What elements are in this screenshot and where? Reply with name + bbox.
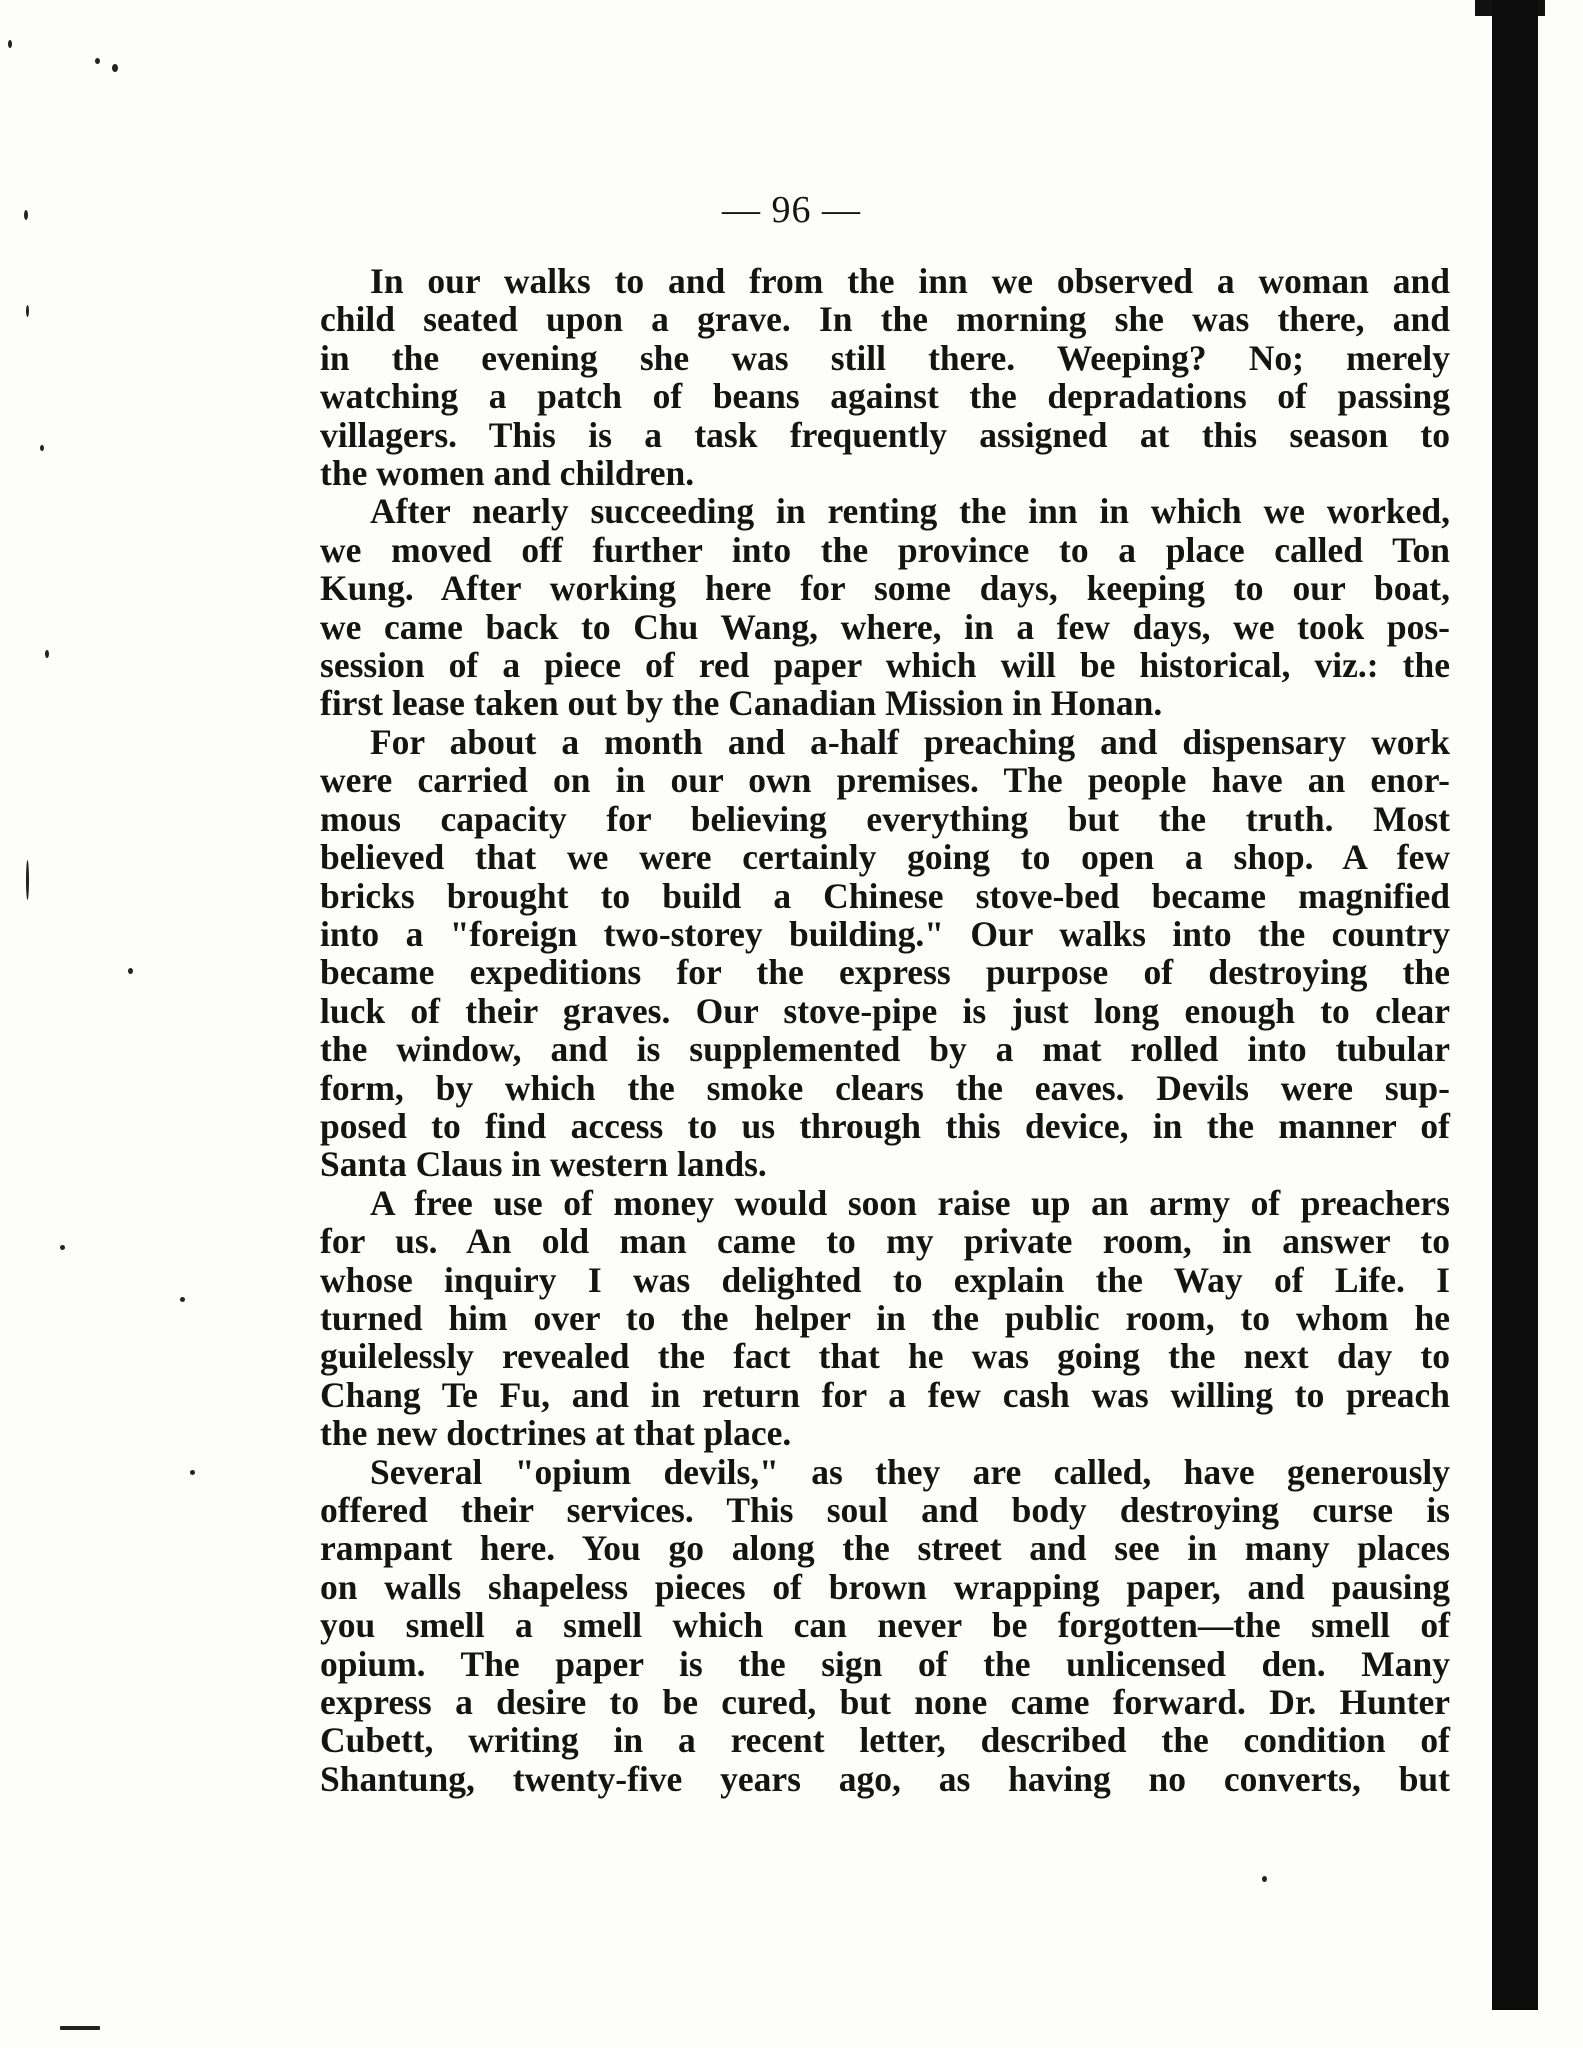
text-line: opium. The paper is the sign of the unlicensed den. Many [320,1643,1450,1684]
text-line: watching a patch of beans against the depradations of passing [320,376,1450,417]
text-line: whose inquiry I was delighted to explain the Way of Life. I [320,1259,1450,1300]
text-line: mous capacity for believing everything but the truth. Most [320,798,1450,839]
text-line: the new doctrines at that place. [320,1413,792,1454]
scan-speck [45,650,49,658]
paragraph [268,1184,1450,1453]
text-line: were carried on in our own premises. The people have an enor- [320,760,1450,801]
text-line: Several "opium devils," as they are called, have generously [370,1451,1450,1492]
scan-speck [60,1245,65,1250]
text-line: we moved off further into the province to a place called Ton [320,529,1450,570]
scan-speck [190,1470,195,1475]
text-line: on walls shapeless pieces of brown wrapping paper, and pausing [320,1566,1450,1607]
scan-speck [60,2026,100,2030]
text-line: luck of their graves. Our stove-pipe is just long enough to clear [320,990,1450,1031]
text-line: guilelessly revealed the fact that he was going the next day to [320,1336,1450,1377]
text-line: we came back to Chu Wang, where, in a few days, we took pos- [320,606,1450,647]
paragraph [268,262,1450,492]
text-line: Shantung, twenty-five years ago, as having no converts, but [320,1758,1450,1799]
scan-speck [1262,1876,1267,1882]
text-line: villagers. This is a task frequently assigned at this season to [320,414,1450,455]
text-line: turned him over to the helper in the public room, to whom he [320,1297,1450,1338]
text-line: believed that we were certainly going to open a shop. A few [320,837,1450,878]
text-line: A free use of money would soon raise up an army of preachers [370,1182,1450,1223]
text-line: In our walks to and from the inn we observed a woman and [370,261,1450,301]
text-line: you smell a smell which can never be forgotten—the smell of [320,1605,1450,1646]
text-line: the women and children. [320,453,695,494]
text-line: in the evening she was still there. Weeping? No; merely [320,337,1450,378]
text-line: offered their services. This soul and body destroying curse is [320,1490,1450,1530]
text-line: form, by which the smoke clears the eaves. Devils were sup- [320,1067,1450,1108]
text-line: Chang Te Fu, and in return for a few cash was willing to preach [320,1374,1450,1415]
scan-speck [112,64,118,72]
scan-speck [26,305,29,317]
text-line: into a "foreign two-storey building." Our walks into the country [320,913,1450,954]
text-line: After nearly succeeding in renting the inn in which we worked, [370,491,1450,532]
text-line: Kung. After working here for some days, keeping to our boat, [320,568,1450,609]
scan-speck [180,1297,185,1302]
page-number: — 96 — [722,189,861,231]
scan-speck [40,445,44,451]
scan-speck [26,860,29,900]
scan-speck [95,58,100,64]
text-line: the window, and is supplemented by a mat rolled into tubular [320,1029,1450,1070]
paragraph [268,492,1450,722]
text-line: For about a month and a-half preaching and dispensary work [370,721,1450,762]
text-line: Santa Claus in western lands. [320,1144,767,1185]
text-line: rampant here. You go along the street and see in many places [320,1528,1450,1569]
text-line: first lease taken out by the Canadian Mission in Honan. [320,683,1163,724]
paragraph [268,1453,1450,1799]
body-text [268,262,1450,1798]
text-line: Cubett, writing in a recent letter, described the condition of [320,1720,1450,1761]
text-line: child seated upon a grave. In the morning she was there, and [320,299,1450,340]
text-line: posed to find access to us through this device, in the manner of [320,1105,1450,1146]
scan-speck [128,968,133,974]
text-line: became expeditions for the express purpose of destroying the [320,952,1450,993]
scan-edge-bar [1492,0,1538,2010]
text-line: for us. An old man came to my private room, in answer to [320,1221,1450,1262]
text-line: express a desire to be cured, but none came forward. Dr. Hunter [320,1682,1450,1723]
text-line: session of a piece of red paper which will be historical, viz.: the [320,645,1450,686]
scan-speck [8,40,12,48]
text-line: bricks brought to build a Chinese stove-bed became magnified [320,875,1450,916]
paragraph [268,723,1450,1184]
